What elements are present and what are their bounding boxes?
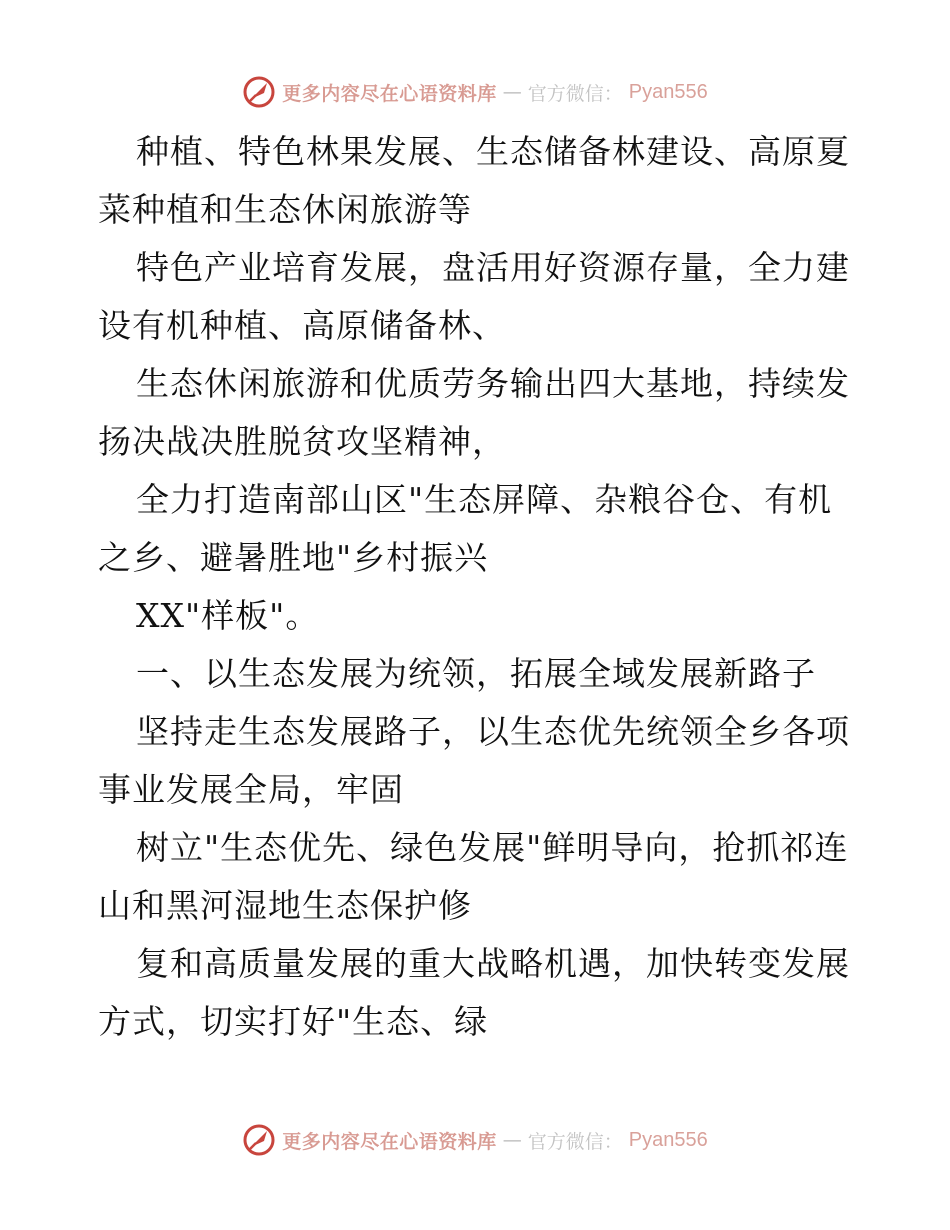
paragraph-5: XX"样板"。 <box>136 596 320 635</box>
paragraph-9: 复和高质量发展的重大战略机遇，加快转变发展方式，切实打好"生态、绿 <box>98 944 850 1041</box>
header-watermark <box>0 72 950 112</box>
banner-text: 更多内容尽在心语资料库 <box>282 82 497 105</box>
paragraph-1: 种植、特色林果发展、生态储备林建设、高原夏菜种植和生态休闲旅游等 <box>98 132 850 229</box>
section-heading: 一、以生态发展为统领，拓展全域发展新路子 <box>136 654 816 693</box>
footer-watermark <box>0 1120 950 1160</box>
banner-separator: — <box>502 81 522 103</box>
banner-separator: — <box>502 1129 522 1151</box>
paragraph-3: 生态休闲旅游和优质劳务输出四大基地，持续发扬决战决胜脱贫攻坚精神， <box>98 364 850 461</box>
paragraph-8: 树立"生态优先、绿色发展"鲜明导向，抢抓祁连山和黑河湿地生态保护修 <box>98 828 849 925</box>
document-body <box>98 123 854 1051</box>
banner-text: 更多内容尽在心语资料库 <box>282 1130 497 1153</box>
banner-wechat-id: Pyan556 <box>628 80 708 103</box>
quill-logo-icon <box>242 1123 276 1157</box>
banner-official-label: 官方微信： <box>527 82 623 105</box>
paragraph-4: 全力打造南部山区"生态屏障、杂粮谷仓、有机之乡、避暑胜地"乡村振兴 <box>98 480 833 577</box>
banner-official-label: 官方微信： <box>527 1130 623 1153</box>
paragraph-2: 特色产业培育发展，盘活用好资源存量，全力建设有机种植、高原储备林、 <box>98 248 850 345</box>
banner-wechat-id: Pyan556 <box>628 1128 708 1151</box>
quill-logo-icon <box>242 75 276 109</box>
paragraph-7: 坚持走生态发展路子，以生态优先统领全乡各项事业发展全局，牢固 <box>98 712 850 809</box>
